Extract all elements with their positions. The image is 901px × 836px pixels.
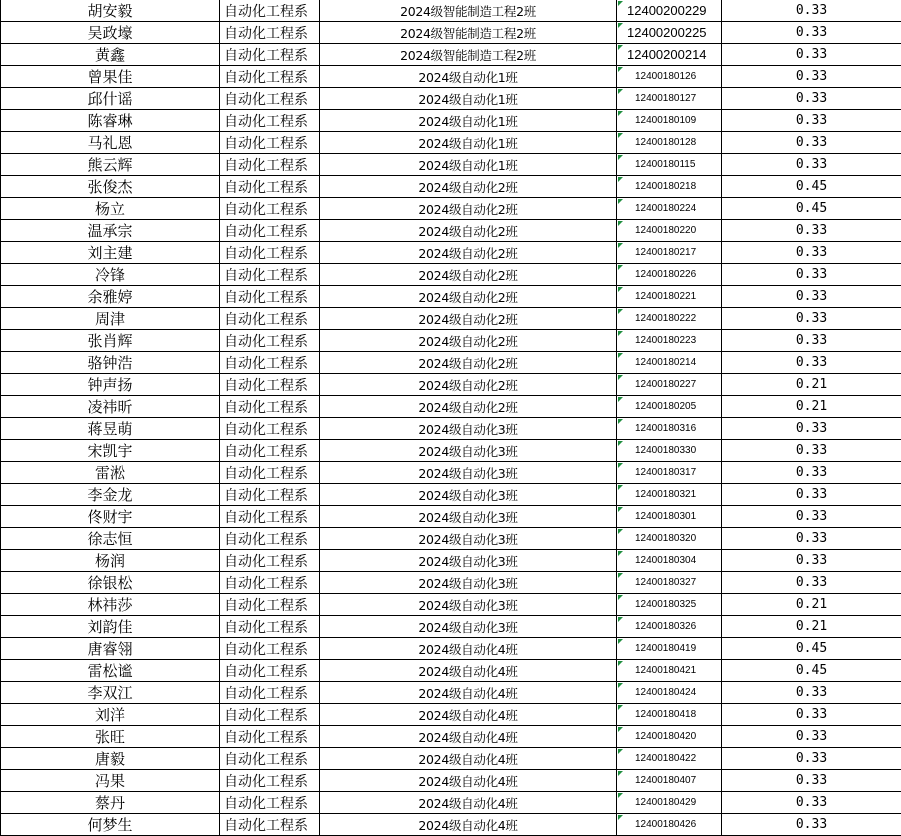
score-cell[interactable]: 0.33 bbox=[722, 110, 901, 132]
score-cell[interactable]: 0.33 bbox=[722, 814, 901, 836]
score-cell[interactable]: 0.21 bbox=[722, 594, 901, 616]
student-id-cell[interactable]: 12400180320 bbox=[617, 528, 722, 550]
class-cell[interactable]: 2024级自动化2班 bbox=[320, 264, 617, 286]
class-cell[interactable]: 2024级自动化2班 bbox=[320, 308, 617, 330]
table-row bbox=[1, 638, 901, 660]
score-cell[interactable]: 0.33 bbox=[722, 484, 901, 506]
student-name-cell[interactable]: 何梦生 bbox=[1, 814, 220, 836]
student-id-cell[interactable]: 12400180109 bbox=[617, 110, 722, 132]
department-cell[interactable]: 自动化工程系 bbox=[220, 704, 320, 726]
score-cell[interactable]: 0.33 bbox=[722, 550, 901, 572]
class-cell[interactable]: 2024级自动化4班 bbox=[320, 748, 617, 770]
score-cell[interactable]: 0.33 bbox=[722, 132, 901, 154]
score-cell[interactable]: 0.33 bbox=[722, 0, 901, 22]
table-row bbox=[1, 660, 901, 682]
table-row bbox=[1, 792, 901, 814]
score-cell[interactable]: 0.33 bbox=[722, 418, 901, 440]
table-row bbox=[1, 550, 901, 572]
department-cell[interactable]: 自动化工程系 bbox=[220, 110, 320, 132]
score-cell[interactable]: 0.33 bbox=[722, 792, 901, 814]
score-cell[interactable]: 0.33 bbox=[722, 462, 901, 484]
student-name-cell[interactable]: 熊云辉 bbox=[1, 154, 220, 176]
class-cell[interactable]: 2024级自动化4班 bbox=[320, 638, 617, 660]
student-name-cell[interactable]: 杨润 bbox=[1, 550, 220, 572]
class-cell[interactable]: 2024级自动化4班 bbox=[320, 726, 617, 748]
student-name-cell[interactable]: 胡安毅 bbox=[1, 0, 220, 22]
score-cell[interactable]: 0.33 bbox=[722, 154, 901, 176]
score-cell[interactable]: 0.33 bbox=[722, 220, 901, 242]
table-row bbox=[1, 0, 901, 22]
student-id-cell[interactable]: 12400180421 bbox=[617, 660, 722, 682]
student-id-cell[interactable]: 12400180419 bbox=[617, 638, 722, 660]
table-row bbox=[1, 352, 901, 374]
student-name-cell[interactable]: 马礼恩 bbox=[1, 132, 220, 154]
department-cell[interactable]: 自动化工程系 bbox=[220, 154, 320, 176]
department-cell[interactable]: 自动化工程系 bbox=[220, 308, 320, 330]
student-id-cell[interactable]: 12400180321 bbox=[617, 484, 722, 506]
department-cell[interactable]: 自动化工程系 bbox=[220, 462, 320, 484]
student-name-cell[interactable]: 张肖辉 bbox=[1, 330, 220, 352]
student-id-cell[interactable]: 12400200225 bbox=[617, 22, 722, 44]
score-cell[interactable]: 0.33 bbox=[722, 704, 901, 726]
department-cell[interactable]: 自动化工程系 bbox=[220, 132, 320, 154]
department-cell[interactable]: 自动化工程系 bbox=[220, 616, 320, 638]
class-cell[interactable]: 2024级自动化3班 bbox=[320, 440, 617, 462]
table-row bbox=[1, 198, 901, 220]
class-cell[interactable]: 2024级自动化1班 bbox=[320, 66, 617, 88]
spreadsheet-body bbox=[1, 0, 901, 836]
student-name-cell[interactable]: 佟财宇 bbox=[1, 506, 220, 528]
student-name-cell[interactable]: 唐睿翎 bbox=[1, 638, 220, 660]
student-name-cell[interactable]: 杨立 bbox=[1, 198, 220, 220]
table-row bbox=[1, 22, 901, 44]
class-cell[interactable]: 2024级自动化2班 bbox=[320, 176, 617, 198]
table-row bbox=[1, 374, 901, 396]
department-cell[interactable]: 自动化工程系 bbox=[220, 44, 320, 66]
table-row bbox=[1, 572, 901, 594]
class-cell[interactable]: 2024级自动化4班 bbox=[320, 704, 617, 726]
department-cell[interactable]: 自动化工程系 bbox=[220, 682, 320, 704]
score-cell[interactable]: 0.33 bbox=[722, 264, 901, 286]
student-id-cell[interactable]: 12400180127 bbox=[617, 88, 722, 110]
table-row bbox=[1, 308, 901, 330]
student-id-cell[interactable]: 12400200214 bbox=[617, 44, 722, 66]
class-cell[interactable]: 2024级自动化2班 bbox=[320, 352, 617, 374]
department-cell[interactable]: 自动化工程系 bbox=[220, 770, 320, 792]
score-cell[interactable]: 0.33 bbox=[722, 726, 901, 748]
class-cell[interactable]: 2024级自动化4班 bbox=[320, 814, 617, 836]
table-row bbox=[1, 462, 901, 484]
table-row bbox=[1, 616, 901, 638]
class-cell[interactable]: 2024级自动化3班 bbox=[320, 550, 617, 572]
class-cell[interactable]: 2024级自动化3班 bbox=[320, 572, 617, 594]
department-cell[interactable]: 自动化工程系 bbox=[220, 374, 320, 396]
student-name-cell[interactable]: 骆钟浩 bbox=[1, 352, 220, 374]
student-id-cell[interactable]: 12400180327 bbox=[617, 572, 722, 594]
score-cell[interactable]: 0.21 bbox=[722, 374, 901, 396]
student-id-cell[interactable]: 12400180205 bbox=[617, 396, 722, 418]
score-cell[interactable]: 0.33 bbox=[722, 352, 901, 374]
student-id-cell[interactable]: 12400180126 bbox=[617, 66, 722, 88]
student-name-cell[interactable]: 徐志恒 bbox=[1, 528, 220, 550]
department-cell[interactable]: 自动化工程系 bbox=[220, 814, 320, 836]
table-row bbox=[1, 330, 901, 352]
class-cell[interactable]: 2024级自动化2班 bbox=[320, 374, 617, 396]
student-id-cell[interactable]: 12400180115 bbox=[617, 154, 722, 176]
class-cell[interactable]: 2024级自动化3班 bbox=[320, 484, 617, 506]
department-cell[interactable]: 自动化工程系 bbox=[220, 220, 320, 242]
table-row bbox=[1, 528, 901, 550]
table-row bbox=[1, 770, 901, 792]
class-cell[interactable]: 2024级智能制造工程2班 bbox=[320, 22, 617, 44]
department-cell[interactable]: 自动化工程系 bbox=[220, 66, 320, 88]
class-cell[interactable]: 2024级自动化2班 bbox=[320, 242, 617, 264]
student-id-cell[interactable]: 12400180424 bbox=[617, 682, 722, 704]
score-cell[interactable]: 0.33 bbox=[722, 22, 901, 44]
student-name-cell[interactable]: 凌祎昕 bbox=[1, 396, 220, 418]
table-row bbox=[1, 594, 901, 616]
student-id-cell[interactable]: 12400180301 bbox=[617, 506, 722, 528]
table-row bbox=[1, 682, 901, 704]
student-id-cell[interactable]: 12400180226 bbox=[617, 264, 722, 286]
score-cell[interactable]: 0.33 bbox=[722, 506, 901, 528]
score-cell[interactable]: 0.33 bbox=[722, 286, 901, 308]
department-cell[interactable]: 自动化工程系 bbox=[220, 242, 320, 264]
student-name-cell[interactable]: 刘洋 bbox=[1, 704, 220, 726]
student-id-cell[interactable]: 12400180316 bbox=[617, 418, 722, 440]
score-cell[interactable]: 0.33 bbox=[722, 88, 901, 110]
score-cell[interactable]: 0.45 bbox=[722, 176, 901, 198]
score-cell[interactable]: 0.33 bbox=[722, 440, 901, 462]
department-cell[interactable]: 自动化工程系 bbox=[220, 594, 320, 616]
department-cell[interactable]: 自动化工程系 bbox=[220, 330, 320, 352]
class-cell[interactable]: 2024级自动化3班 bbox=[320, 594, 617, 616]
student-name-cell[interactable]: 陈睿琳 bbox=[1, 110, 220, 132]
student-id-cell[interactable]: 12400180422 bbox=[617, 748, 722, 770]
table-row bbox=[1, 132, 901, 154]
department-cell[interactable]: 自动化工程系 bbox=[220, 22, 320, 44]
class-cell[interactable]: 2024级自动化2班 bbox=[320, 286, 617, 308]
class-cell[interactable]: 2024级自动化2班 bbox=[320, 198, 617, 220]
student-id-cell[interactable]: 12400180223 bbox=[617, 330, 722, 352]
student-id-cell[interactable]: 12400180407 bbox=[617, 770, 722, 792]
class-cell[interactable]: 2024级自动化3班 bbox=[320, 462, 617, 484]
table-row bbox=[1, 264, 901, 286]
class-cell[interactable]: 2024级自动化3班 bbox=[320, 528, 617, 550]
table-row bbox=[1, 44, 901, 66]
department-cell[interactable]: 自动化工程系 bbox=[220, 88, 320, 110]
class-cell[interactable]: 2024级自动化1班 bbox=[320, 132, 617, 154]
student-id-cell[interactable]: 12400180218 bbox=[617, 176, 722, 198]
student-name-cell[interactable]: 曾果佳 bbox=[1, 66, 220, 88]
table-row bbox=[1, 110, 901, 132]
department-cell[interactable]: 自动化工程系 bbox=[220, 506, 320, 528]
score-cell[interactable]: 0.33 bbox=[722, 44, 901, 66]
student-name-cell[interactable]: 雷淞 bbox=[1, 462, 220, 484]
student-name-cell[interactable]: 徐银松 bbox=[1, 572, 220, 594]
score-cell[interactable]: 0.33 bbox=[722, 748, 901, 770]
table-row bbox=[1, 242, 901, 264]
department-cell[interactable]: 自动化工程系 bbox=[220, 550, 320, 572]
student-id-cell[interactable]: 12400180317 bbox=[617, 462, 722, 484]
table-row bbox=[1, 814, 901, 836]
department-cell[interactable]: 自动化工程系 bbox=[220, 198, 320, 220]
score-cell[interactable]: 0.33 bbox=[722, 770, 901, 792]
student-id-cell[interactable]: 12400180326 bbox=[617, 616, 722, 638]
department-cell[interactable]: 自动化工程系 bbox=[220, 792, 320, 814]
class-cell[interactable]: 2024级自动化3班 bbox=[320, 418, 617, 440]
student-id-cell[interactable]: 12400180220 bbox=[617, 220, 722, 242]
table-row bbox=[1, 176, 901, 198]
score-cell[interactable]: 0.33 bbox=[722, 330, 901, 352]
department-cell[interactable]: 自动化工程系 bbox=[220, 638, 320, 660]
department-cell[interactable]: 自动化工程系 bbox=[220, 440, 320, 462]
department-cell[interactable]: 自动化工程系 bbox=[220, 0, 320, 22]
student-name-cell[interactable]: 雷松谧 bbox=[1, 660, 220, 682]
student-name-cell[interactable]: 李金龙 bbox=[1, 484, 220, 506]
student-id-cell[interactable]: 12400180420 bbox=[617, 726, 722, 748]
student-name-cell[interactable]: 唐毅 bbox=[1, 748, 220, 770]
department-cell[interactable]: 自动化工程系 bbox=[220, 748, 320, 770]
department-cell[interactable]: 自动化工程系 bbox=[220, 176, 320, 198]
table-row bbox=[1, 704, 901, 726]
class-cell[interactable]: 2024级自动化4班 bbox=[320, 792, 617, 814]
class-cell[interactable]: 2024级自动化1班 bbox=[320, 154, 617, 176]
student-name-cell[interactable]: 温承宗 bbox=[1, 220, 220, 242]
class-cell[interactable]: 2024级自动化3班 bbox=[320, 616, 617, 638]
score-cell[interactable]: 0.45 bbox=[722, 638, 901, 660]
student-name-cell[interactable]: 吴政壕 bbox=[1, 22, 220, 44]
table-row bbox=[1, 506, 901, 528]
student-id-cell[interactable]: 12400200229 bbox=[617, 0, 722, 22]
student-name-cell[interactable]: 林祎莎 bbox=[1, 594, 220, 616]
score-cell[interactable]: 0.33 bbox=[722, 66, 901, 88]
table-row bbox=[1, 396, 901, 418]
table-row bbox=[1, 748, 901, 770]
department-cell[interactable]: 自动化工程系 bbox=[220, 484, 320, 506]
table-row bbox=[1, 440, 901, 462]
score-cell[interactable]: 0.45 bbox=[722, 198, 901, 220]
department-cell[interactable]: 自动化工程系 bbox=[220, 660, 320, 682]
department-cell[interactable]: 自动化工程系 bbox=[220, 264, 320, 286]
student-name-cell[interactable]: 蔡丹 bbox=[1, 792, 220, 814]
score-cell[interactable]: 0.33 bbox=[722, 242, 901, 264]
student-name-cell[interactable]: 蒋昱萌 bbox=[1, 418, 220, 440]
student-name-cell[interactable]: 冯果 bbox=[1, 770, 220, 792]
department-cell[interactable]: 自动化工程系 bbox=[220, 418, 320, 440]
student-name-cell[interactable]: 邱什谣 bbox=[1, 88, 220, 110]
class-cell[interactable]: 2024级自动化1班 bbox=[320, 110, 617, 132]
class-cell[interactable]: 2024级智能制造工程2班 bbox=[320, 44, 617, 66]
student-name-cell[interactable]: 周津 bbox=[1, 308, 220, 330]
class-cell[interactable]: 2024级自动化4班 bbox=[320, 770, 617, 792]
student-id-cell[interactable]: 12400180214 bbox=[617, 352, 722, 374]
student-id-cell[interactable]: 12400180426 bbox=[617, 814, 722, 836]
department-cell[interactable]: 自动化工程系 bbox=[220, 572, 320, 594]
student-id-cell[interactable]: 12400180217 bbox=[617, 242, 722, 264]
department-cell[interactable]: 自动化工程系 bbox=[220, 528, 320, 550]
table-row bbox=[1, 66, 901, 88]
class-cell[interactable]: 2024级自动化1班 bbox=[320, 88, 617, 110]
score-cell[interactable]: 0.33 bbox=[722, 528, 901, 550]
department-cell[interactable]: 自动化工程系 bbox=[220, 352, 320, 374]
student-name-cell[interactable]: 黄鑫 bbox=[1, 44, 220, 66]
student-id-cell[interactable]: 12400180418 bbox=[617, 704, 722, 726]
student-id-cell[interactable]: 12400180304 bbox=[617, 550, 722, 572]
class-cell[interactable]: 2024级自动化2班 bbox=[320, 396, 617, 418]
table-row bbox=[1, 154, 901, 176]
student-id-cell[interactable]: 12400180128 bbox=[617, 132, 722, 154]
student-name-cell[interactable]: 李双江 bbox=[1, 682, 220, 704]
student-id-cell[interactable]: 12400180330 bbox=[617, 440, 722, 462]
class-cell[interactable]: 2024级自动化2班 bbox=[320, 220, 617, 242]
class-cell[interactable]: 2024级智能制造工程2班 bbox=[320, 0, 617, 22]
department-cell[interactable]: 自动化工程系 bbox=[220, 726, 320, 748]
student-id-cell[interactable]: 12400180224 bbox=[617, 198, 722, 220]
class-cell[interactable]: 2024级自动化4班 bbox=[320, 682, 617, 704]
class-cell[interactable]: 2024级自动化4班 bbox=[320, 660, 617, 682]
department-cell[interactable]: 自动化工程系 bbox=[220, 396, 320, 418]
table-row bbox=[1, 220, 901, 242]
student-name-cell[interactable]: 余雅婷 bbox=[1, 286, 220, 308]
student-name-cell[interactable]: 刘主建 bbox=[1, 242, 220, 264]
class-cell[interactable]: 2024级自动化2班 bbox=[320, 330, 617, 352]
table-row bbox=[1, 484, 901, 506]
score-cell[interactable]: 0.45 bbox=[722, 660, 901, 682]
table-row bbox=[1, 286, 901, 308]
table-row bbox=[1, 418, 901, 440]
department-cell[interactable]: 自动化工程系 bbox=[220, 286, 320, 308]
student-id-cell[interactable]: 12400180222 bbox=[617, 308, 722, 330]
student-name-cell[interactable]: 宋凯宇 bbox=[1, 440, 220, 462]
student-id-cell[interactable]: 12400180429 bbox=[617, 792, 722, 814]
student-name-cell[interactable]: 张旺 bbox=[1, 726, 220, 748]
student-name-cell[interactable]: 张俊杰 bbox=[1, 176, 220, 198]
score-cell[interactable]: 0.21 bbox=[722, 396, 901, 418]
student-name-cell[interactable]: 钟声扬 bbox=[1, 374, 220, 396]
score-cell[interactable]: 0.33 bbox=[722, 682, 901, 704]
table-row bbox=[1, 88, 901, 110]
student-name-cell[interactable]: 刘韵佳 bbox=[1, 616, 220, 638]
score-cell[interactable]: 0.33 bbox=[722, 572, 901, 594]
score-cell[interactable]: 0.33 bbox=[722, 308, 901, 330]
class-cell[interactable]: 2024级自动化3班 bbox=[320, 506, 617, 528]
table-row bbox=[1, 726, 901, 748]
score-cell[interactable]: 0.21 bbox=[722, 616, 901, 638]
student-id-cell[interactable]: 12400180325 bbox=[617, 594, 722, 616]
student-id-cell[interactable]: 12400180227 bbox=[617, 374, 722, 396]
student-name-cell[interactable]: 冷锋 bbox=[1, 264, 220, 286]
student-id-cell[interactable]: 12400180221 bbox=[617, 286, 722, 308]
